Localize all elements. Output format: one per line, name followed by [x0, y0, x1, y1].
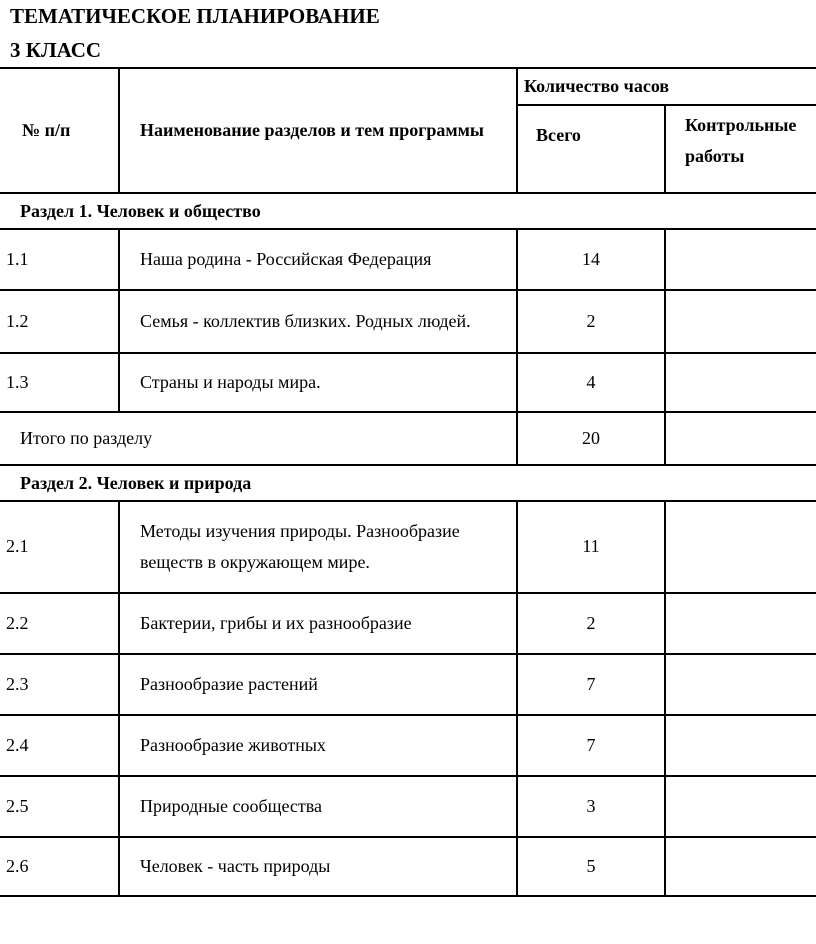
subtotal-label: Итого по разделу [20, 427, 153, 448]
row-num: 2.5 [6, 795, 29, 816]
row-name: Бактерии, грибы и их разнообразие [140, 612, 412, 633]
col-divider [118, 67, 120, 193]
section-title: Раздел 1. Человек и общество [20, 200, 261, 221]
header-name: Наименование разделов и тем программы [140, 119, 484, 140]
row-hours: 11 [582, 536, 600, 556]
col-divider [664, 228, 666, 465]
row-num: 2.4 [6, 734, 29, 755]
row-num: 1.3 [6, 371, 29, 392]
row-name: Методы изучения природы. Разнообразие веществ в окружающем мире. [140, 520, 460, 572]
col-divider [664, 104, 666, 193]
header-num: № п/п [22, 120, 71, 140]
col-divider [664, 500, 666, 896]
row-name: Страны и народы мира. [140, 371, 321, 392]
header-total: Всего [536, 125, 581, 145]
row-name: Разнообразие животных [140, 734, 326, 755]
section-title: Раздел 2. Человек и природа [20, 472, 252, 493]
row-name: Наша родина - Российская Федерация [140, 248, 432, 269]
row-num: 2.3 [6, 673, 29, 694]
header-hours: Количество часов [524, 76, 670, 96]
row-hours: 4 [586, 371, 596, 392]
row-hours: 7 [586, 734, 596, 755]
row-hours: 7 [586, 673, 596, 694]
row-num: 1.1 [6, 248, 29, 269]
class-title: 3 КЛАСС [10, 38, 102, 62]
row-name: Семья - коллектив близких. Родных людей. [140, 310, 471, 331]
subtotal-hours: 20 [582, 427, 600, 448]
row-num: 1.2 [6, 310, 29, 331]
row-hours: 3 [586, 795, 596, 816]
row-num: 2.2 [6, 612, 29, 633]
row-name: Природные сообщества [140, 795, 323, 816]
row-num: 2.6 [6, 855, 29, 876]
col-divider [516, 67, 518, 193]
col-divider [118, 228, 120, 412]
row-hours: 14 [582, 248, 600, 269]
header-control: Контрольные работы [685, 115, 797, 166]
row-name: Человек - часть природы [140, 855, 331, 876]
row-hours: 2 [586, 612, 596, 633]
row-hours: 2 [586, 310, 596, 331]
row-hours: 5 [586, 855, 596, 876]
page-title: ТЕМАТИЧЕСКОЕ ПЛАНИРОВАНИЕ [10, 4, 380, 28]
row-num: 2.1 [6, 536, 29, 556]
col-divider [118, 500, 120, 896]
row-name: Разнообразие растений [140, 673, 318, 694]
